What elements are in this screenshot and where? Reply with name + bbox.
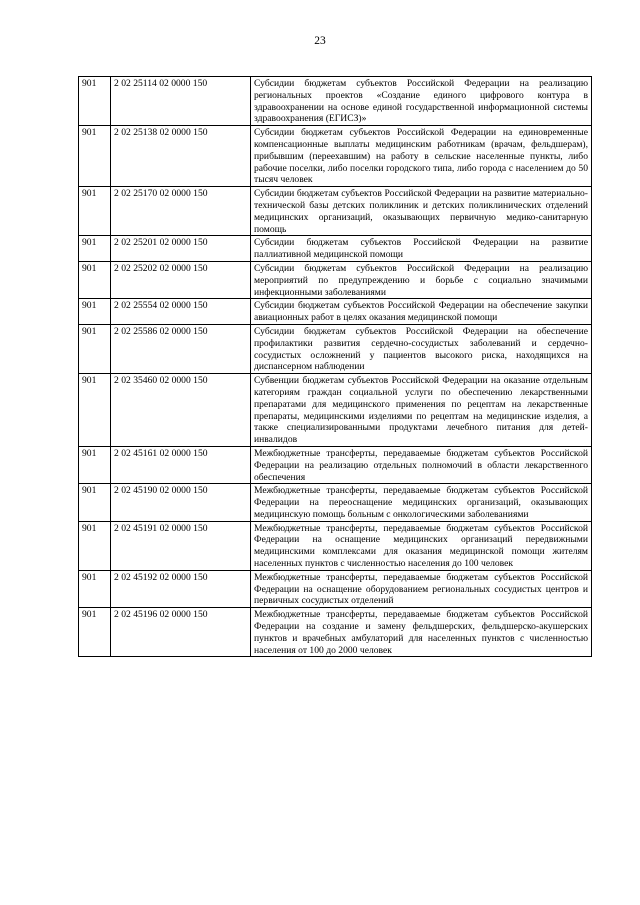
table-row: [79, 374, 592, 447]
revenue-code-cell: 2 02 45196 02 0000 150: [111, 608, 251, 657]
table-row: [79, 324, 592, 373]
table-row: [79, 484, 592, 521]
description-cell: Субвенции бюджетам субъектов Российской Федерации на оказание отдельным категориям граждан социальной услуги по обеспечению лекарственными препаратами для медицинского применения по рецептам на лекарственные препараты, медицинскими изделиями по рецептам на медицинские изделия, а также специализированными продуктами лечебного питания для детей-инвалидов: [251, 374, 592, 447]
revenue-code-cell: 2 02 45161 02 0000 150: [111, 446, 251, 483]
description-cell: Субсидии бюджетам субъектов Российской Федерации на реализацию мероприятий по предупреждению и борьбе с социально значимыми инфекционными заболеваниями: [251, 261, 592, 298]
description-cell: Межбюджетные трансферты, передаваемые бюджетам субъектов Российской Федерации на создание и замену фельдшерских, фельдшерско-акушерских пунктов и врачебных амбулаторий для населенных пунктов с численностью населения от 100 до 2000 человек: [251, 608, 592, 657]
admin-code-cell: 901: [79, 374, 111, 447]
admin-code-cell: 901: [79, 446, 111, 483]
revenue-code-cell: 2 02 25554 02 0000 150: [111, 299, 251, 325]
table-row: [79, 187, 592, 236]
description-cell: Субсидии бюджетам субъектов Российской Федерации на обеспечение профилактики развития сердечно-сосудистых заболеваний и сердечно-сосудистых осложнений у пациентов высокого риска, находящихся на диспансерном наблюдении: [251, 324, 592, 373]
table-body: [79, 77, 592, 657]
revenue-code-cell: 2 02 25201 02 0000 150: [111, 236, 251, 262]
table-row: [79, 521, 592, 570]
admin-code-cell: 901: [79, 126, 111, 187]
admin-code-cell: 901: [79, 299, 111, 325]
revenue-code-cell: 2 02 45192 02 0000 150: [111, 570, 251, 607]
budget-codes-table: [78, 76, 592, 657]
description-cell: Межбюджетные трансферты, передаваемые бюджетам субъектов Российской Федерации на оснащение оборудованием региональных сосудистых центров и первичных сосудистых отделений: [251, 570, 592, 607]
admin-code-cell: 901: [79, 261, 111, 298]
description-cell: Субсидии бюджетам субъектов Российской Федерации на единовременные компенсационные выплаты медицинским работникам (врачам, фельдшерам), прибывшим (переехавшим) на работу в сельские населенные пункты, либо рабочие поселки, либо поселки городского типа, либо города с населением до 50 тысяч человек: [251, 126, 592, 187]
table-row: [79, 299, 592, 325]
table-row: [79, 236, 592, 262]
admin-code-cell: 901: [79, 570, 111, 607]
description-cell: Субсидии бюджетам субъектов Российской Федерации на обеспечение закупки авиационных работ в целях оказания медицинской помощи: [251, 299, 592, 325]
description-cell: Межбюджетные трансферты, передаваемые бюджетам субъектов Российской Федерации на реализацию отдельных полномочий в области лекарственного обеспечения: [251, 446, 592, 483]
description-cell: Межбюджетные трансферты, передаваемые бюджетам субъектов Российской Федерации на переоснащение медицинских организаций, оказывающих медицинскую помощь больным с онкологическими заболеваниями: [251, 484, 592, 521]
revenue-code-cell: 2 02 45191 02 0000 150: [111, 521, 251, 570]
revenue-code-cell: 2 02 25202 02 0000 150: [111, 261, 251, 298]
admin-code-cell: 901: [79, 236, 111, 262]
table-row: [79, 570, 592, 607]
table-row: [79, 126, 592, 187]
admin-code-cell: 901: [79, 484, 111, 521]
admin-code-cell: 901: [79, 521, 111, 570]
description-cell: Субсидии бюджетам субъектов Российской Федерации на развитие паллиативной медицинской помощи: [251, 236, 592, 262]
admin-code-cell: 901: [79, 77, 111, 126]
revenue-code-cell: 2 02 25170 02 0000 150: [111, 187, 251, 236]
admin-code-cell: 901: [79, 324, 111, 373]
description-cell: Межбюджетные трансферты, передаваемые бюджетам субъектов Российской Федерации на оснащение медицинских организаций передвижными медицинскими комплексами для оказания медицинской помощи жителям населенных пунктов с численностью населения до 100 человек: [251, 521, 592, 570]
page-number: 23: [314, 35, 326, 47]
table-row: [79, 261, 592, 298]
table-row: [79, 77, 592, 126]
revenue-code-cell: 2 02 45190 02 0000 150: [111, 484, 251, 521]
revenue-code-cell: 2 02 25114 02 0000 150: [111, 77, 251, 126]
revenue-code-cell: 2 02 35460 02 0000 150: [111, 374, 251, 447]
revenue-code-cell: 2 02 25138 02 0000 150: [111, 126, 251, 187]
table-row: [79, 446, 592, 483]
description-cell: Субсидии бюджетам субъектов Российской Федерации на реализацию региональных проектов «Создание единого цифрового контура в здравоохранении на основе единой государственной информационной системы здравоохранения (ЕГИСЗ)»: [251, 77, 592, 126]
admin-code-cell: 901: [79, 608, 111, 657]
revenue-code-cell: 2 02 25586 02 0000 150: [111, 324, 251, 373]
table-row: [79, 608, 592, 657]
description-cell: Субсидии бюджетам субъектов Российской Федерации на развитие материально-технической базы детских поликлиник и детских поликлинических отделений медицинских организаций, оказывающих первичную медико-санитарную помощь: [251, 187, 592, 236]
admin-code-cell: 901: [79, 187, 111, 236]
